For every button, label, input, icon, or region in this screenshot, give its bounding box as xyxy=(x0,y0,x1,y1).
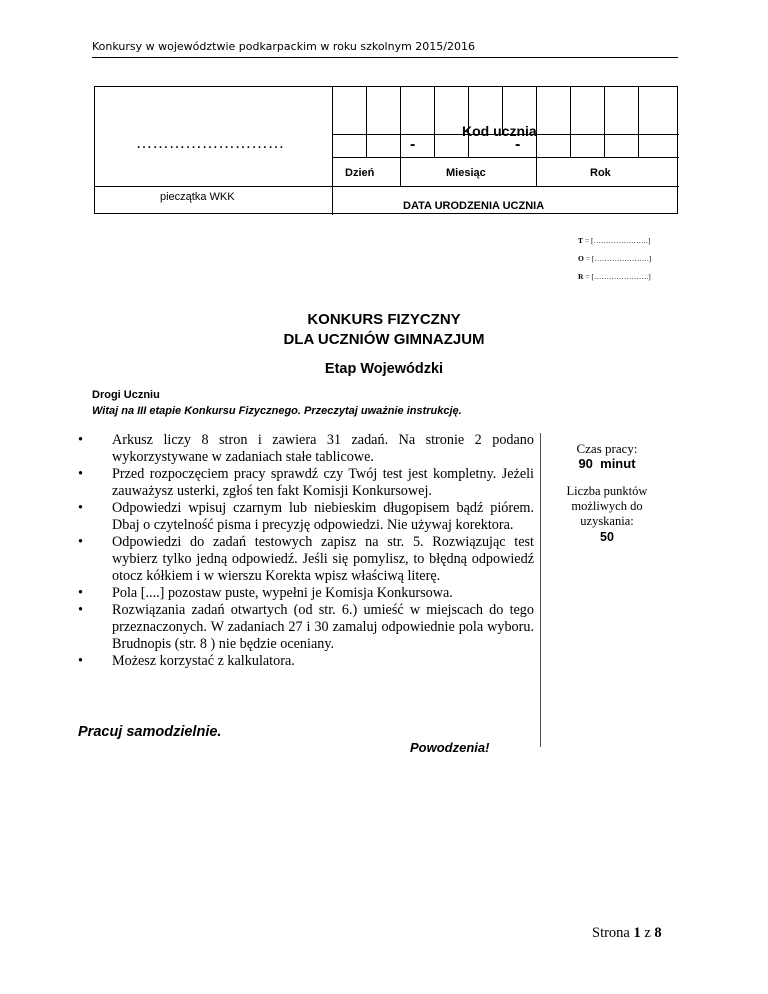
score-field-o xyxy=(578,254,651,263)
date-cell-line xyxy=(570,134,571,157)
day-label: Dzień xyxy=(345,167,375,179)
page-separator: z xyxy=(640,925,655,941)
date-cell-line xyxy=(366,134,367,157)
instructions-list xyxy=(78,432,534,670)
date-cell-line xyxy=(434,134,435,157)
date-cell-line xyxy=(638,134,639,157)
form-divider xyxy=(332,157,679,158)
time-value: 90 minut xyxy=(578,456,636,471)
birth-date-label: DATA URODZENIA UCZNIA xyxy=(403,200,545,212)
code-cell-line xyxy=(366,87,367,134)
current-page: 1 xyxy=(633,925,641,941)
page-prefix: Strona xyxy=(592,925,634,941)
date-cell-line xyxy=(604,134,605,157)
score-letter: R xyxy=(578,272,584,281)
date-cell-line xyxy=(400,134,401,186)
date-separator: - xyxy=(515,136,521,153)
contest-stage: Etap Wojewódzki xyxy=(324,361,444,377)
month-label: Miesiąc xyxy=(446,167,486,179)
form-divider xyxy=(332,186,679,187)
score-blank: = [………………….] xyxy=(583,236,651,245)
good-luck-note: Powodzenia! xyxy=(410,740,490,755)
greeting: Drogi Uczniu xyxy=(92,389,160,401)
points-value: 50 xyxy=(600,530,614,544)
instruction-item: • Rozwiązania zadań otwartych (od str. 6.) umieść w miejscach do tego przeznaczonych. W zadaniach 27 i 30 zamaluj odpowiednie pola wyboru. Brudnopis (str. 8 ) nie będzie oceniany. xyxy=(78,602,534,653)
instruction-item: • Odpowiedzi do zadań testowych zapisz na str. 5. Rozwiązując test wybierz tylko jedną odpowiedź. Jeśli się pomylisz, to błędną odpowiedź otocz kółkiem i w wierszu Korekta wpisz właściwą literę. xyxy=(78,534,534,585)
year-label: Rok xyxy=(590,167,611,179)
sidebar-rule xyxy=(540,433,541,747)
score-letter: T xyxy=(578,236,584,245)
code-cell-line xyxy=(570,87,571,134)
date-separator: - xyxy=(410,136,416,153)
code-cell-line xyxy=(400,87,401,134)
time-label: Czas pracy: xyxy=(576,441,638,456)
score-blank: = [………………….] xyxy=(583,254,652,263)
code-cell-line xyxy=(434,87,435,134)
points-label: Liczba punktów możliwych do uzyskania: xyxy=(566,484,648,528)
contest-title: KONKURS FIZYCZNY xyxy=(307,311,461,328)
score-field-r xyxy=(578,272,651,281)
date-cell-line xyxy=(536,134,537,186)
score-field-t xyxy=(578,236,650,245)
contest-subtitle: DLA UCZNIÓW GIMNAZJUM xyxy=(283,331,485,348)
welcome-text: Witaj na III etapie Konkursu Fizycznego. Przeczytaj uważnie instrukcję. xyxy=(92,405,462,417)
form-divider xyxy=(95,186,332,187)
code-cell-line xyxy=(604,87,605,134)
form-divider xyxy=(332,87,333,215)
stamp-label: pieczątka WKK xyxy=(160,191,235,203)
total-pages: 8 xyxy=(654,925,662,941)
instruction-item: • Arkusz liczy 8 stron i zawiera 31 zadań. Na stronie 2 podano wykorzystywane w zadaniach stałe tablicowe. xyxy=(78,432,534,466)
instruction-item: • Odpowiedzi wpisuj czarnym lub niebieskim długopisem bądź piórem. Dbaj o czytelność pisma i precyzję odpowiedzi. Nie używaj korektora. xyxy=(78,500,534,534)
page-header: Konkursy w województwie podkarpackim w roku szkolnym 2015/2016 xyxy=(92,40,475,53)
stamp-dots: ……………………… xyxy=(136,135,285,152)
student-code-label: Kod ucznia xyxy=(462,123,537,139)
instruction-item: • Przed rozpoczęciem pracy sprawdź czy Twój test jest kompletny. Jeżeli zauważysz usterki, zgłoś ten fakt Komisji Konkursowej. xyxy=(78,466,534,500)
score-blank: = [………………….] xyxy=(583,272,651,281)
instruction-item: • Możesz korzystać z kalkulatora. xyxy=(78,653,534,670)
score-letter: O xyxy=(578,254,584,263)
code-cell-line xyxy=(638,87,639,134)
header-rule xyxy=(92,57,678,58)
page-number xyxy=(592,925,662,942)
instruction-item: • Pola [....] pozostaw puste, wypełni je Komisja Konkursowa. xyxy=(78,585,534,602)
work-alone-note: Pracuj samodzielnie. xyxy=(78,724,222,740)
